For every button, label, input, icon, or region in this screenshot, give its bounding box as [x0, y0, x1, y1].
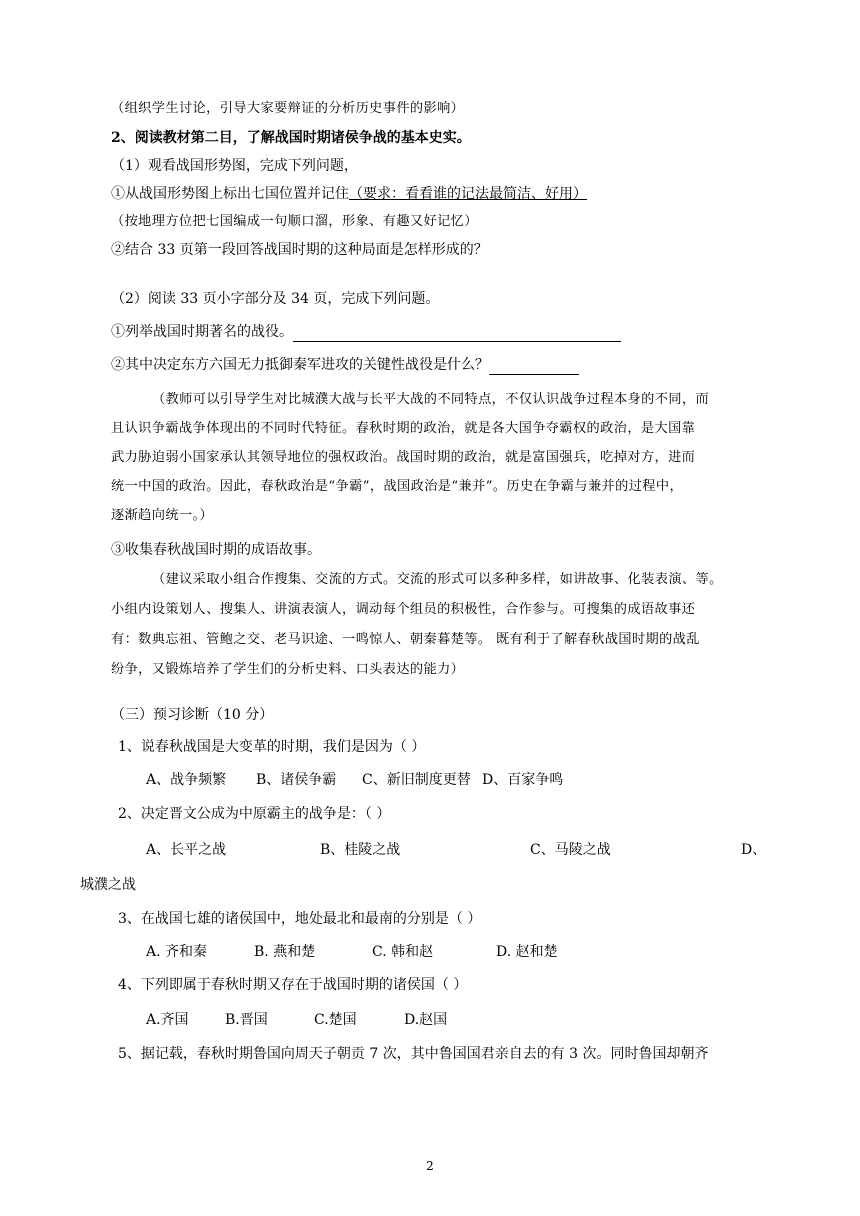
question-text: ②其中决定东方六国无力抵御秦军进攻的关键性战役是什么？: [111, 357, 489, 373]
teacher-note-line: （教师可以引导学生对比城濮大战与长平大战的不同特点，不仅认识战争过程本身的不同，而: [152, 392, 710, 407]
question-stem: 4、下列即属于春秋时期又存在于战国时期的诸侯国（ ）: [118, 977, 468, 993]
option-a[interactable]: A、长平之战: [146, 842, 227, 858]
page-number: 2: [426, 1159, 434, 1173]
question-list-battles: [111, 322, 621, 342]
option-c[interactable]: C、马陵之战: [530, 842, 611, 858]
task-requirement: （要求：看看谁的记法最简洁、好用）: [349, 186, 587, 202]
task-text: ①从战国形势图上标出七国位置并记住: [111, 186, 349, 202]
task-mark-seven-states: [111, 184, 587, 204]
option-d[interactable]: D.赵国: [404, 1012, 448, 1028]
suggestion-line: （建议采取小组合作搜集、交流的方式。交流的形式可以多种多样，如讲故事、化装表演、等。: [152, 572, 723, 587]
suggestion-line: 小组内设策划人、搜集人、讲演表演人，调动每个组员的积极性，合作参与。可搜集的成语故事还: [111, 602, 696, 617]
section-heading-2: 2、阅读教材第二目，了解战国时期诸侯争战的基本史实。: [111, 130, 471, 146]
suggestion-line: 有：数典忘祖、管鲍之交、老马识途、一鸣惊人、朝秦暮楚等。 既有利于了解春秋战国时期的战乱: [111, 632, 700, 647]
option-a[interactable]: A.齐国: [146, 1012, 189, 1028]
answer-blank[interactable]: [489, 358, 579, 375]
question-text: ①列举战国时期著名的战役。: [111, 324, 293, 340]
question-stem: 2、决定晋文公成为中原霸主的战争是：（ ）: [118, 806, 391, 822]
question-formation: ②结合 33 页第一段回答战国时期的这种局面是怎样形成的？: [111, 242, 488, 258]
teacher-note-line: 统一中国的政治。因此，春秋政治是“争霸”，战国政治是“兼并”。历史在争霸与兼并的过程中，: [111, 479, 684, 494]
option-c[interactable]: C. 韩和赵: [372, 944, 434, 960]
section-heading-3: （三）预习诊断（10 分）: [111, 707, 274, 723]
answer-blank[interactable]: [293, 325, 621, 342]
question-stem: 5、据记载，春秋时期鲁国向周天子朝贡 7 次，其中鲁国国君亲自去的有 3 次。同时鲁国却朝齐: [118, 1046, 709, 1062]
discussion-note: （组织学生讨论，引导大家要辩证的分析历史事件的影响）: [111, 101, 465, 116]
option-c[interactable]: C、新旧制度更替: [362, 772, 471, 788]
option-b[interactable]: B、诸侯争霸: [256, 772, 337, 788]
option-b[interactable]: B.晋国: [225, 1012, 268, 1028]
option-c[interactable]: C.楚国: [314, 1012, 357, 1028]
teacher-note-line: 逐渐趋向统一。）: [111, 508, 214, 523]
option-a[interactable]: A、战争频繁: [146, 772, 227, 788]
mnemonic-note: （按地理方位把七国编成一句顺口溜，形象、有趣又好记忆）: [111, 214, 478, 229]
question-key-battle: [111, 355, 579, 375]
subsection-2: （2）阅读 33 页小字部分及 34 页，完成下列问题。: [111, 291, 440, 307]
teacher-note-line: 且认识争霸战争体现出的不同时代特征。春秋时期的政治，就是各大国争夺霸权的政治，是大国靠: [111, 421, 696, 436]
teacher-note-line: 武力胁迫弱小国家承认其领导地位的强权政治。战国时期的政治，就是富国强兵，吃掉对方，进而: [111, 450, 696, 465]
suggestion-line: 纷争，又锻炼培养了学生们的分析史料、口头表达的能力）: [111, 662, 465, 677]
question-stem: 3、在战国七雄的诸侯国中，地处最北和最南的分别是（ ）: [118, 911, 482, 927]
option-d[interactable]: D、: [741, 842, 767, 858]
option-d[interactable]: D、百家争鸣: [482, 772, 564, 788]
question-stem: 1、说春秋战国是大变革的时期，我们是因为（ ）: [118, 739, 426, 755]
task-collect-idioms: ③收集春秋战国时期的成语故事。: [111, 542, 321, 558]
option-b[interactable]: B、桂陵之战: [320, 842, 401, 858]
option-b[interactable]: B. 燕和楚: [254, 944, 316, 960]
option-d-wrap: 城濮之战: [80, 877, 136, 893]
subsection-1: （1）观看战国形势图，完成下列问题，: [111, 158, 358, 174]
option-a[interactable]: A. 齐和秦: [146, 944, 208, 960]
option-d[interactable]: D. 赵和楚: [496, 944, 558, 960]
